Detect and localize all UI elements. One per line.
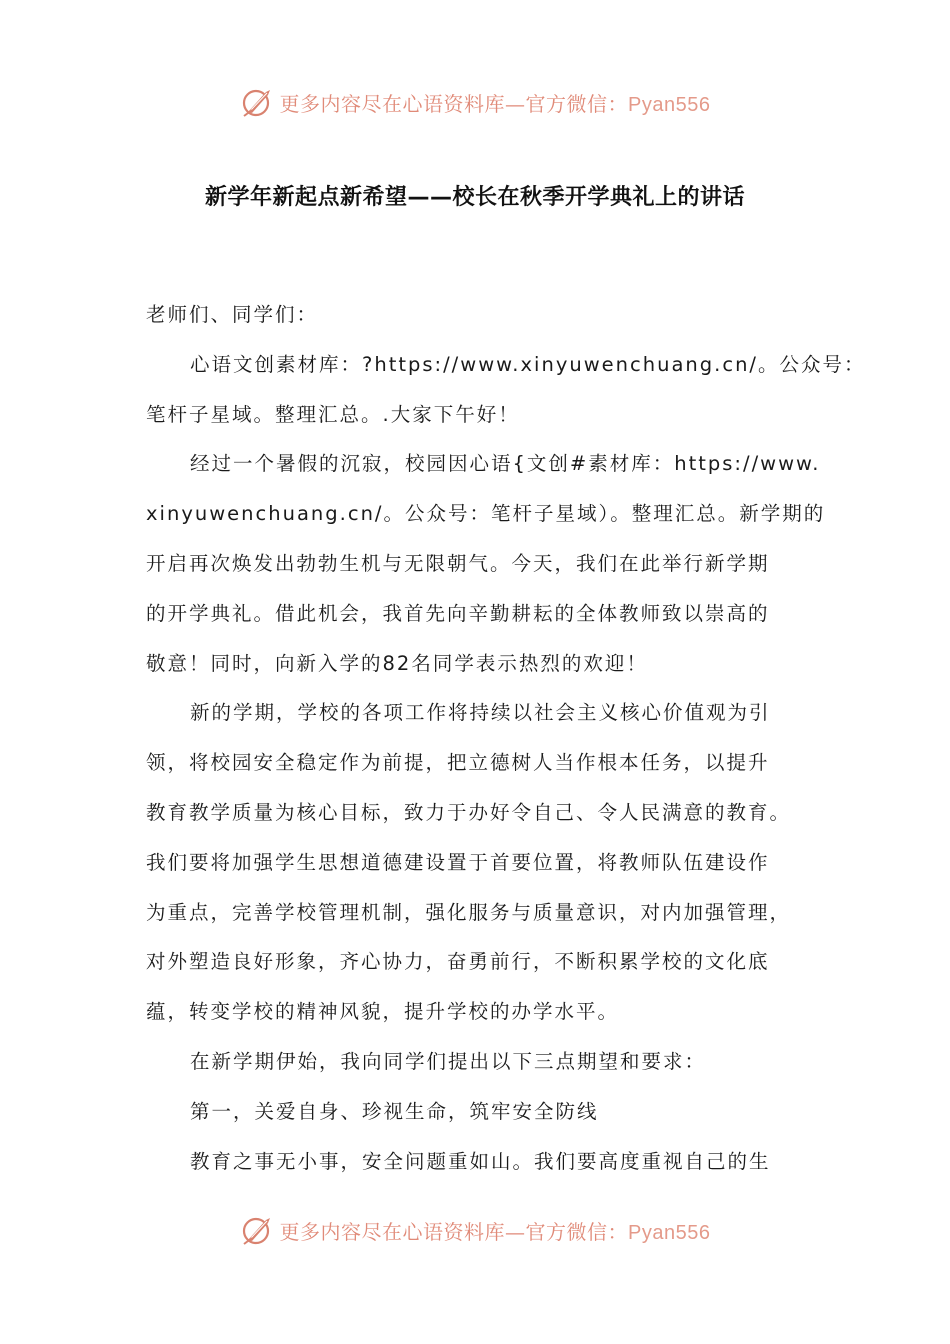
section-heading: 第一，关爱自身、珍视生命，筑牢安全防线 <box>190 1099 599 1123</box>
body-line: 新的学期，学校的各项工作将持续以社会主义核心价值观为引 <box>190 701 771 725</box>
body-line: 领，将校园安全稳定作为前提，把立德树人当作根本任务，以提升 <box>146 751 770 775</box>
watermark-text: 更多内容尽在心语资料库—官方微信：Pyan556 <box>279 1219 711 1244</box>
body-line: 在新学期伊始，我向同学们提出以下三点期望和要求： <box>190 1049 707 1073</box>
body-line: 经过一个暑假的沉寂，校园因心语{文创#素材库：https://www. <box>190 452 821 476</box>
quill-logo-icon <box>240 84 276 120</box>
body-line: 蕴，转变学校的精神风貌，提升学校的办学水平。 <box>146 1000 620 1024</box>
body-line: 开启再次焕发出勃勃生机与无限朝气。今天，我们在此举行新学期 <box>146 551 770 575</box>
document-title: 新学年新起点新希望——校长在秋季开学典礼上的讲话 <box>204 185 745 210</box>
document-body <box>146 290 866 1186</box>
quill-logo-icon <box>240 1212 276 1248</box>
salutation: 老师们、同学们： <box>146 303 319 326</box>
body-line: 心语文创素材库：?https://www.xinyuwenchuang.cn/。公众号： <box>190 352 866 376</box>
body-line: 教育之事无小事，安全问题重如山。我们要高度重视自己的生 <box>190 1149 771 1173</box>
body-line: 敬意！同时，向新入学的82名同学表示热烈的欢迎！ <box>146 651 648 675</box>
body-line: 对外塑造良好形象，齐心协力，奋勇前行，不断积累学校的文化底 <box>146 950 770 974</box>
body-line: 为重点，完善学校管理机制，强化服务与质量意识，对内加强管理， <box>146 900 792 924</box>
watermark-text: 更多内容尽在心语资料库—官方微信：Pyan556 <box>279 91 711 116</box>
watermark-banner-bottom <box>0 1208 950 1252</box>
body-line: xinyuwenchuang.cn/。公众号：笔杆子星域）。整理汇总。新学期的 <box>146 502 826 526</box>
watermark-banner-top <box>0 80 950 124</box>
body-line: 笔杆子星域。整理汇总。.大家下午好！ <box>146 402 520 426</box>
body-line: 我们要将加强学生思想道德建设置于首要位置，将教师队伍建设作 <box>146 850 770 874</box>
body-line: 的开学典礼。借此机会，我首先向辛勤耕耘的全体教师致以崇高的 <box>146 601 770 625</box>
body-line: 教育教学质量为核心目标，致力于办好令自己、令人民满意的教育。 <box>146 800 792 824</box>
